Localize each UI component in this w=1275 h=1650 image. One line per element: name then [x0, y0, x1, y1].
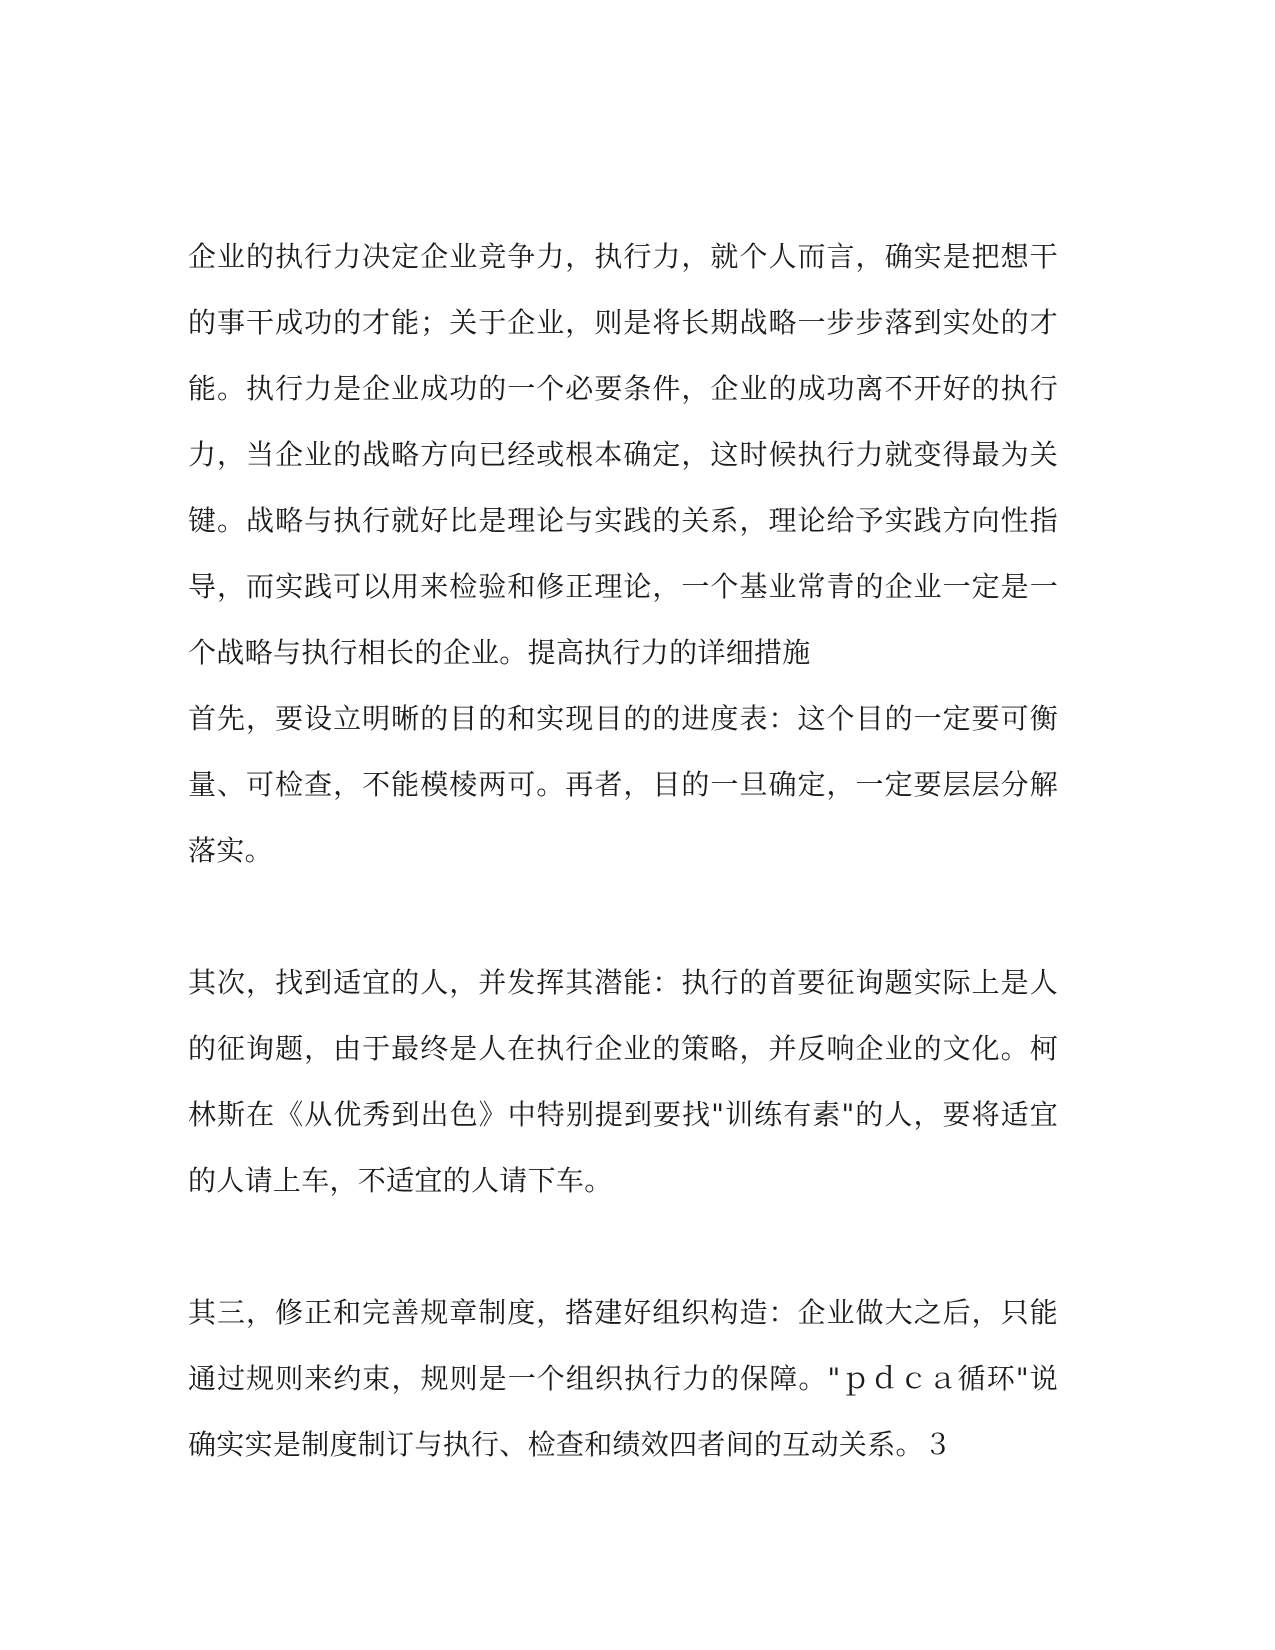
text-line: 量、可检查，不能模棱两可。再者，目的一旦确定，一定要层层分解: [188, 768, 1058, 801]
text-line: 企业的执行力决定企业竞争力，执行力，就个人而言，确实是把想干: [188, 240, 1058, 273]
paragraph-third-measure: [188, 1280, 1058, 1478]
text-line: 落实。: [188, 834, 273, 867]
text-line: 的征询题，由于最终是人在执行企业的策略，并反响企业的文化。柯: [188, 1032, 1058, 1065]
paragraph-intro: [188, 224, 1058, 686]
text-line: 能。执行力是企业成功的一个必要条件，企业的成功离不开好的执行: [188, 372, 1058, 405]
text-line: 的事干成功的才能；关于企业，则是将长期战略一步步落到实处的才: [188, 306, 1058, 339]
text-line: 首先，要设立明晰的目的和实现目的的进度表：这个目的一定要可衡: [188, 702, 1058, 735]
paragraph-first-measure: [188, 686, 1058, 884]
text-line: 力，当企业的战略方向已经或根本确定，这时候执行力就变得最为关: [188, 438, 1058, 471]
paragraph-second-measure: [188, 950, 1058, 1214]
text-line: 确实实是制度制订与执行、检查和绩效四者间的互动关系。３: [188, 1428, 953, 1461]
text-line: 其三，修正和完善规章制度，搭建好组织构造：企业做大之后，只能: [188, 1296, 1058, 1329]
text-line: 林斯在《从优秀到出色》中特别提到要找"训练有素"的人，要将适宜: [188, 1098, 1058, 1131]
text-line: 其次，找到适宜的人，并发挥其潜能：执行的首要征询题实际上是人: [188, 966, 1058, 999]
paragraph-spacer: [188, 884, 1058, 950]
text-line: 个战略与执行相长的企业。提高执行力的详细措施: [188, 636, 811, 669]
document-body: [188, 224, 1058, 1478]
paragraph-spacer: [188, 1214, 1058, 1280]
text-line: 导，而实践可以用来检验和修正理论，一个基业常青的企业一定是一: [188, 570, 1058, 603]
text-line: 的人请上车，不适宜的人请下车。: [188, 1164, 613, 1197]
text-line: 通过规则来约束，规则是一个组织执行力的保障。"ｐｄｃａ循环"说: [188, 1362, 1058, 1395]
text-line: 键。战略与执行就好比是理论与实践的关系，理论给予实践方向性指: [188, 504, 1058, 537]
